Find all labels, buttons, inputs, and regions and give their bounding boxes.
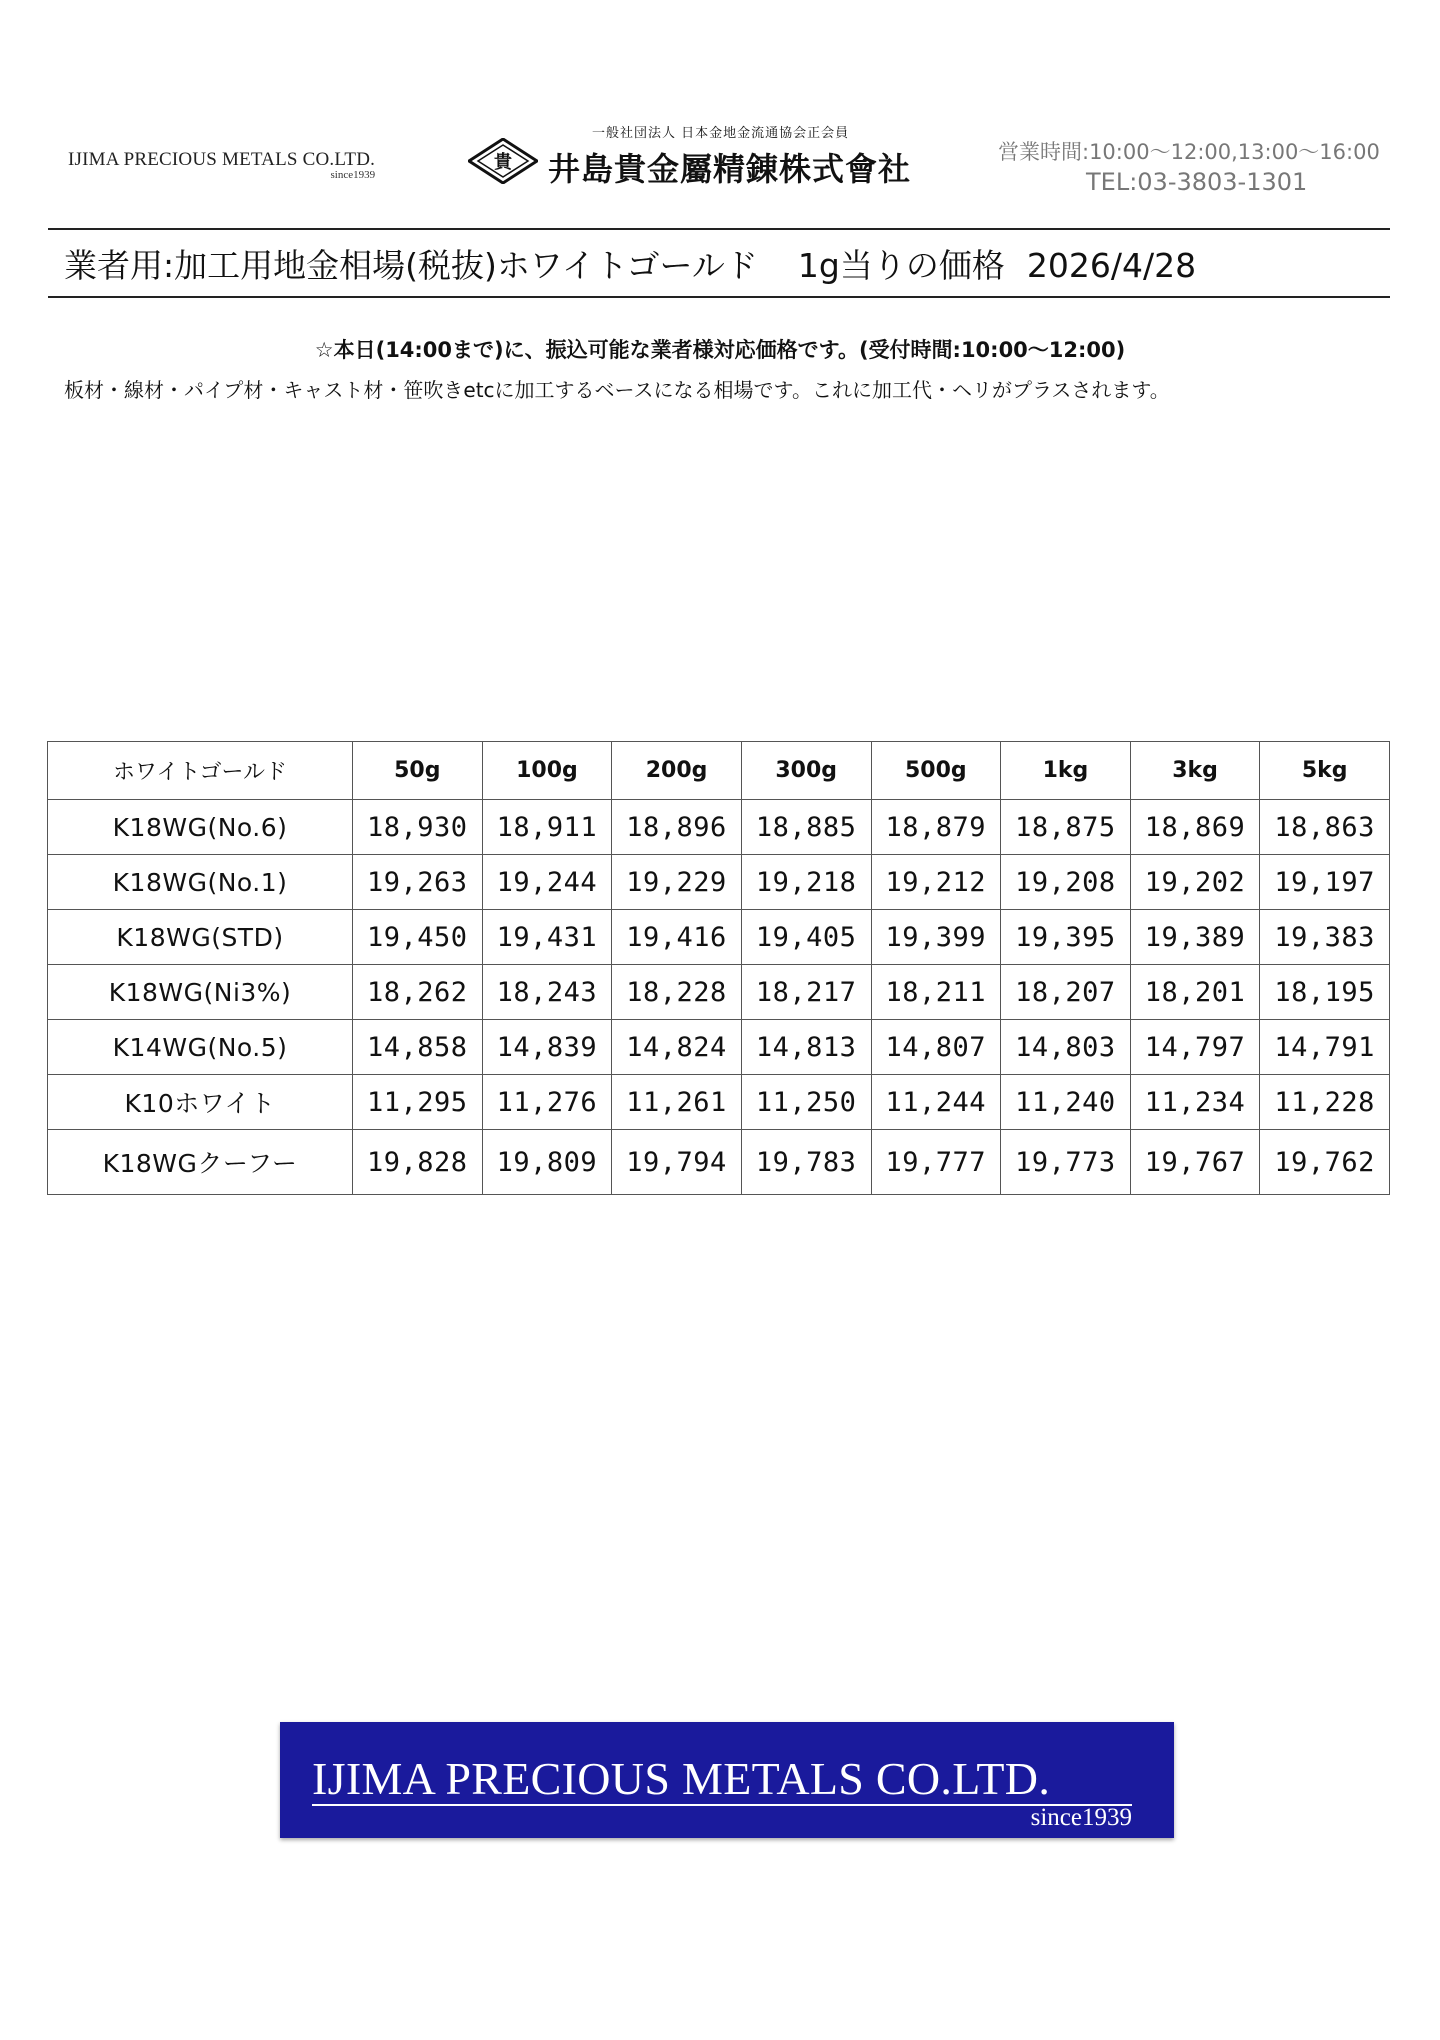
svg-text:貴: 貴 [494,152,512,173]
price-cell: 14,839 [482,1020,612,1075]
row-label: K18WG(No.1) [48,855,353,910]
price-cell: 14,824 [612,1020,742,1075]
table-row [48,1130,1390,1195]
company-banner [280,1722,1174,1838]
price-cell: 19,762 [1260,1130,1390,1195]
price-cell: 18,195 [1260,965,1390,1020]
price-cell: 18,896 [612,800,742,855]
title-date: 2026/4/28 [1026,246,1197,285]
price-cell: 19,218 [741,855,871,910]
title-main: 業者用:加工用地金相場(税抜)ホワイトゴールド [64,246,758,285]
price-cell: 19,395 [1001,910,1131,965]
company-name: 井島貴金屬精錬株式會社 [548,150,912,188]
price-cell: 11,261 [612,1075,742,1130]
header-cell: 1kg [1001,742,1131,800]
table-row [48,1020,1390,1075]
price-cell: 18,262 [353,965,483,1020]
price-cell: 11,240 [1001,1075,1131,1130]
price-description: 板材・線材・パイプ材・キャスト材・笹吹きetcに加工するベースになる相場です。これに加工代・ヘリがプラスされます。 [64,378,1170,402]
price-cell: 18,930 [353,800,483,855]
business-hours: 営業時間:10:00〜12:00,13:00〜16:00 [998,140,1380,164]
price-cell: 19,197 [1260,855,1390,910]
price-cell: 14,858 [353,1020,483,1075]
price-notice: ☆本日(14:00まで)に、振込可能な業者様対応価格です。(受付時間:10:00〜12:00) [314,338,1126,362]
price-cell: 11,244 [871,1075,1001,1130]
price-table [47,741,1390,1195]
price-cell: 18,217 [741,965,871,1020]
price-cell: 19,208 [1001,855,1131,910]
table-row [48,800,1390,855]
price-cell: 19,416 [612,910,742,965]
association-label: 一般社団法人 日本金地金流通協会正会員 [592,126,850,141]
price-cell: 19,767 [1130,1130,1260,1195]
title-top-rule [48,228,1390,230]
price-cell: 18,885 [741,800,871,855]
price-cell: 11,295 [353,1075,483,1130]
price-cell: 18,207 [1001,965,1131,1020]
brand-header [68,149,376,181]
price-cell: 19,399 [871,910,1001,965]
price-cell: 18,211 [871,965,1001,1020]
price-cell: 11,250 [741,1075,871,1130]
price-cell: 11,234 [1130,1075,1260,1130]
header-cell: ホワイトゴールド [48,742,353,800]
row-label: K14WG(No.5) [48,1020,353,1075]
price-cell: 19,383 [1260,910,1390,965]
contact-info [998,136,1392,202]
price-cell: 19,773 [1001,1130,1131,1195]
price-cell: 19,263 [353,855,483,910]
table-row [48,1075,1390,1130]
table-row [48,855,1390,910]
price-cell: 19,777 [871,1130,1001,1195]
banner-underline [312,1804,1132,1806]
price-cell: 11,276 [482,1075,612,1130]
phone-number: TEL:03-3803-1301 [1086,168,1308,196]
table-row [48,910,1390,965]
price-cell: 18,879 [871,800,1001,855]
row-label: K18WG(STD) [48,910,353,965]
price-cell: 18,875 [1001,800,1131,855]
title-unit: 1g当りの価格 [797,246,1005,285]
header-cell: 3kg [1130,742,1260,800]
price-cell: 19,244 [482,855,612,910]
price-cell: 14,803 [1001,1020,1131,1075]
price-cell: 18,243 [482,965,612,1020]
price-cell: 18,863 [1260,800,1390,855]
price-cell: 11,228 [1260,1075,1390,1130]
price-cell: 19,202 [1130,855,1260,910]
row-label: K18WG(Ni3%) [48,965,353,1020]
price-cell: 19,783 [741,1130,871,1195]
price-cell: 14,813 [741,1020,871,1075]
price-cell: 14,791 [1260,1020,1390,1075]
header-cell: 300g [741,742,871,800]
banner-since: since1939 [1030,1804,1132,1831]
row-label: K18WG(No.6) [48,800,353,855]
header-cell: 50g [353,742,483,800]
price-cell: 14,807 [871,1020,1001,1075]
price-cell: 18,228 [612,965,742,1020]
price-cell: 19,405 [741,910,871,965]
brand-since: since1939 [330,169,376,181]
price-cell: 19,229 [612,855,742,910]
row-label: K18WGクーフー [48,1130,353,1195]
price-cell: 19,431 [482,910,612,965]
price-cell: 19,212 [871,855,1001,910]
price-cell: 19,450 [353,910,483,965]
banner-name: IJIMA PRECIOUS METALS CO.LTD. [312,1753,1051,1804]
price-cell: 19,828 [353,1130,483,1195]
price-cell: 18,911 [482,800,612,855]
header-cell: 100g [482,742,612,800]
diamond-crest-logo-icon [468,138,538,184]
price-cell: 18,201 [1130,965,1260,1020]
brand-name: IJIMA PRECIOUS METALS CO.LTD. [68,149,376,170]
price-cell: 19,794 [612,1130,742,1195]
price-cell: 19,809 [482,1130,612,1195]
price-cell: 19,389 [1130,910,1260,965]
price-cell: 14,797 [1130,1020,1260,1075]
table-header-row [48,742,1390,800]
table-row [48,965,1390,1020]
row-label: K10ホワイト [48,1075,353,1130]
header-cell: 200g [612,742,742,800]
price-cell: 18,869 [1130,800,1260,855]
title-bottom-rule [48,296,1390,298]
header-cell: 500g [871,742,1001,800]
header-cell: 5kg [1260,742,1390,800]
page-title [64,240,1196,287]
